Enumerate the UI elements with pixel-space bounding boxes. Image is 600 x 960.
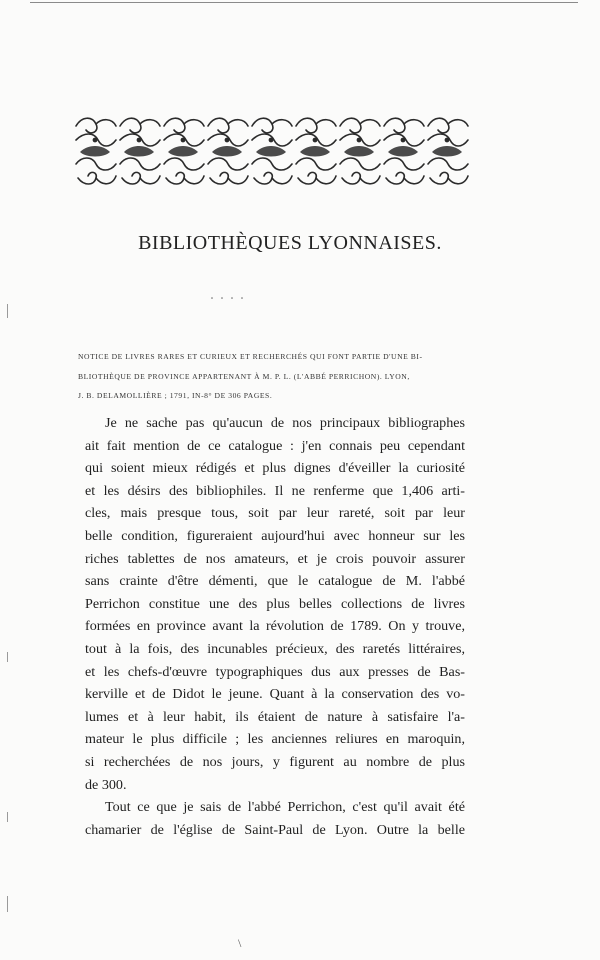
text-line: cles, mais presque tous, soit par leur rareté, soit par leur [85,505,465,522]
text-line: ait fait mention de ce catalogue : j'en connais peu cependant [85,437,465,454]
text-line: Tout ce que je sais de l'abbé Perrichon, c'est qu'il avait été [105,799,465,816]
text-line: lumes et à leur habit, ils étaient de nature à satisfaire l'a- [85,708,465,725]
folio-mark: \ [238,936,242,950]
text-line: mateur le plus difficile ; les anciennes reliures en maroquin, [85,731,465,748]
text-line: tout à la fois, des incunables précieux, des raretés littéraires, [85,640,465,657]
text-line: si recherchées de nos jours, y figurent au nombre de plus [85,753,465,770]
text-line: et les désirs des bibliophiles. Il ne renferme que 1,406 arti- [85,482,465,499]
text-line: belle condition, figureraient aujourd'hui avec honneur sur les [85,527,465,544]
text-line: kerville et de Didot le jeune. Quant à la conservation des vo- [85,686,465,703]
scrollwork-ornament-icon [74,114,474,190]
margin-mark [7,652,8,662]
text-line: Perrichon constitue une des plus belles collections de livres [85,595,465,612]
paragraph-2 [85,796,465,841]
page-title: BIBLIOTHÈQUES LYONNAISES. [138,232,442,254]
text-line: et les chefs-d'œuvre typographiques dus aux presses de Bas- [85,663,465,680]
text-line: de 300. [85,776,127,793]
text-line: formées en province avant la révolution de 1789. On y trouve, [85,618,465,635]
paragraph-1 [85,412,465,796]
notice-line: NOTICE DE LIVRES RARES ET CURIEUX ET RECHERCHÉS QUI FONT PARTIE D'UNE BI- [78,352,423,361]
text-line: riches tablettes de nos amateurs, et je crois pouvoir assurer [85,550,465,567]
margin-mark [7,304,8,318]
text-line: sans crainte d'être démenti, que le catalogue de M. l'abbé [85,573,465,590]
margin-mark [7,896,8,912]
text-line: qui soient mieux rédigés et plus dignes d'éveiller la curiosité [85,460,465,477]
text-line: chamarier de l'église de Saint-Paul de Lyon. Outre la belle [85,821,465,838]
body-text [85,412,465,841]
notice-line: J. B. DELAMOLLIÈRE ; 1791, IN-8° DE 306 PAGES. [78,391,273,400]
bibliographic-notice [78,347,454,406]
notice-line: BLIOTHÈQUE DE PROVINCE APPARTENANT À M. P. L. (L'ABBÉ PERRICHON). LYON, [78,371,410,381]
margin-mark [7,812,8,822]
separator-dots-icon [208,296,248,300]
top-rule [30,2,578,3]
text-line: Je ne sache pas qu'aucun de nos principaux bibliographes [105,415,465,431]
